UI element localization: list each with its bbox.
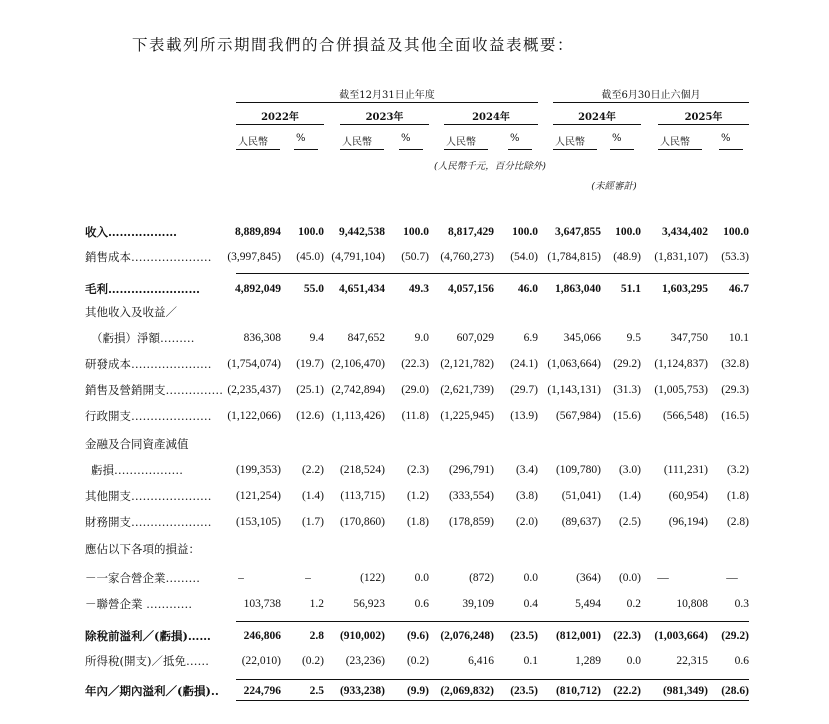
table-cell-amount: 345,066 [563, 332, 601, 344]
year-label: 2024年 [578, 112, 616, 123]
table-cell-amount: (1,831,107) [654, 251, 708, 263]
table-cell-amount: (2,235,437) [227, 384, 281, 396]
table-cell-amount: 9,442,538 [339, 226, 385, 238]
table-cell-percent: (1.2) [406, 490, 429, 502]
column-header-pct: % [510, 133, 520, 144]
column-header-rule [719, 149, 743, 150]
table-cell-amount: 56,923 [353, 598, 385, 610]
table-cell-amount: 246,806 [243, 630, 281, 642]
table-cell-amount: (981,349) [662, 685, 708, 697]
column-header-rmb: 人民幣 [555, 137, 585, 148]
column-header-rule [658, 149, 702, 150]
year-rule [658, 124, 749, 125]
table-cell-amount: 847,652 [347, 332, 385, 344]
row-label: －一家合營企業……… [85, 571, 200, 585]
table-cell-percent: (53.3) [721, 251, 749, 263]
table-cell-amount: (51,041) [561, 490, 601, 502]
table-cell-amount: (121,254) [235, 490, 281, 502]
table-cell-amount: (1,113,426) [331, 410, 385, 422]
table-cell-amount: (2,076,248) [440, 630, 494, 642]
table-cell-percent: (2.3) [406, 464, 429, 476]
table-cell-amount: (96,194) [668, 516, 708, 528]
table-cell-percent: – [305, 572, 311, 584]
table-cell-percent: 2.8 [309, 630, 324, 642]
table-cell-amount: (23,236) [345, 655, 385, 667]
column-header-rule [399, 149, 423, 150]
table-cell-percent: 55.0 [303, 283, 324, 295]
table-cell-percent: 46.7 [728, 283, 749, 295]
table-cell-percent: (9.6) [406, 630, 429, 642]
table-cell-percent: (29.0) [401, 384, 429, 396]
table-cell-amount: (1,063,664) [547, 358, 601, 370]
table-cell-amount: 6,416 [468, 655, 494, 667]
group-rule-six-month [553, 102, 749, 103]
table-cell-percent: (1.8) [406, 516, 429, 528]
row-label: 財務開支………………… [85, 515, 212, 529]
intro-text: 下表載列所示期間我們的合併損益及其他全面收益表概要： [132, 36, 575, 54]
table-cell-percent: (2.8) [726, 516, 749, 528]
table-cell-amount: (1,122,066) [227, 410, 281, 422]
year-label: 2023年 [365, 112, 404, 123]
column-header-pct: % [401, 133, 411, 144]
table-cell-percent: (2.2) [301, 464, 324, 476]
table-cell-amount: 836,308 [243, 332, 281, 344]
table-cell-percent: (19.7) [296, 358, 324, 370]
table-cell-percent: (31.3) [613, 384, 641, 396]
table-cell-percent: (0.2) [301, 655, 324, 667]
table-cell-percent: (11.8) [401, 410, 429, 422]
column-header-pct: % [721, 133, 731, 144]
table-cell-amount: 1,289 [575, 655, 601, 667]
table-cell-percent: (0.0) [618, 572, 641, 584]
table-cell-amount: (2,069,832) [440, 685, 494, 697]
table-cell-percent: 0.2 [626, 598, 641, 610]
table-cell-percent: (25.1) [296, 384, 324, 396]
table-cell-amount: (1,124,837) [654, 358, 708, 370]
table-cell-percent: 0.0 [626, 655, 641, 667]
table-cell-amount: (199,353) [235, 464, 281, 476]
table-cell-percent: (32.8) [721, 358, 749, 370]
table-cell-amount: (113,715) [340, 490, 385, 502]
row-label: 金融及合同資產減值 [85, 437, 189, 451]
table-cell-percent: (12.6) [296, 410, 324, 422]
column-header-rule [340, 149, 384, 150]
subtotal-rule [236, 621, 749, 622]
row-label: 年內／期內溢利／(虧損).. [85, 684, 219, 698]
table-cell-percent: 100.0 [723, 226, 749, 238]
table-cell-percent: (48.9) [613, 251, 641, 263]
column-header-rule [236, 149, 280, 150]
table-cell-amount: (810,712) [555, 685, 601, 697]
table-cell-amount: (296,791) [448, 464, 494, 476]
column-header-pct: % [296, 133, 306, 144]
table-cell-amount: – [238, 572, 244, 584]
year-label: 2022年 [261, 112, 299, 123]
table-cell-percent: (13.9) [510, 410, 538, 422]
table-cell-percent: — [726, 572, 738, 584]
table-cell-amount: 607,029 [456, 332, 494, 344]
group-header-annual: 截至12月31日止年度 [339, 90, 435, 101]
table-cell-amount: (4,760,273) [440, 251, 494, 263]
table-cell-percent: (0.2) [406, 655, 429, 667]
table-cell-amount: (872) [469, 572, 494, 584]
table-cell-amount: (22,010) [241, 655, 281, 667]
table-cell-amount: (812,001) [555, 630, 601, 642]
table-cell-percent: 0.1 [523, 655, 538, 667]
table-cell-amount: 1,863,040 [555, 283, 601, 295]
row-label: －聯營企業 ………… [85, 597, 193, 611]
table-cell-amount: (1,784,815) [547, 251, 601, 263]
table-cell-amount: 347,750 [670, 332, 708, 344]
table-cell-amount: (910,002) [339, 630, 385, 642]
table-cell-percent: 100.0 [298, 226, 324, 238]
table-cell-amount: 10,808 [676, 598, 708, 610]
table-cell-percent: (29.7) [510, 384, 538, 396]
table-cell-amount: (1,143,131) [547, 384, 601, 396]
table-cell-percent: 9.4 [309, 332, 324, 344]
year-rule [340, 124, 429, 125]
column-header-rule [553, 149, 597, 150]
row-label: 研發成本………………… [85, 357, 212, 371]
row-label: 除稅前溢利／(虧損)…… [85, 629, 211, 643]
table-cell-percent: (29.2) [721, 630, 749, 642]
table-cell-percent: 0.3 [734, 598, 749, 610]
table-cell-percent: 0.4 [523, 598, 538, 610]
table-cell-percent: (22.3) [401, 358, 429, 370]
row-label: 其他開支………………… [85, 489, 212, 503]
table-cell-percent: (29.3) [721, 384, 749, 396]
table-cell-amount: (1,003,664) [654, 630, 708, 642]
column-header-pct: % [612, 133, 622, 144]
table-cell-percent: 1.2 [309, 598, 324, 610]
table-cell-percent: 100.0 [512, 226, 538, 238]
subtotal-rule [236, 273, 749, 274]
table-cell-percent: (24.1) [510, 358, 538, 370]
table-cell-amount: 8,889,894 [235, 226, 281, 238]
total-rule [236, 700, 749, 701]
table-cell-amount: 5,494 [575, 598, 601, 610]
table-cell-amount: 39,109 [462, 598, 494, 610]
column-header-rule [294, 149, 318, 150]
table-cell-amount: 22,315 [676, 655, 708, 667]
row-label: 銷售成本………………… [85, 250, 212, 264]
table-cell-amount: (109,780) [555, 464, 601, 476]
row-label: 行政開支………………… [85, 409, 212, 423]
group-rule-annual [236, 102, 538, 103]
row-label: 銷售及營銷開支…………… [85, 383, 223, 397]
table-cell-percent: (16.5) [721, 410, 749, 422]
row-label: （虧損）淨額……… [91, 331, 195, 345]
year-rule [236, 124, 324, 125]
unit-note: (人民幣千元，百分比除外) [434, 161, 546, 172]
table-cell-amount: (111,231) [663, 464, 708, 476]
year-rule [553, 124, 641, 125]
table-cell-percent: (9.9) [406, 685, 429, 697]
table-cell-percent: (3.8) [515, 490, 538, 502]
table-cell-percent: 100.0 [615, 226, 641, 238]
group-header-six-month: 截至6月30日止六個月 [601, 90, 701, 101]
table-cell-percent: 0.0 [523, 572, 538, 584]
table-cell-amount: (153,105) [235, 516, 281, 528]
table-cell-percent: 49.3 [408, 283, 429, 295]
unaudited-note: (未經審計) [591, 181, 637, 192]
table-cell-amount: 4,057,156 [448, 283, 494, 295]
table-cell-percent: 100.0 [403, 226, 429, 238]
table-cell-percent: 2.5 [309, 685, 324, 697]
column-header-rmb: 人民幣 [660, 137, 690, 148]
table-cell-percent: (1.8) [726, 490, 749, 502]
table-cell-amount: 3,647,855 [555, 226, 601, 238]
subtotal-rule [236, 679, 749, 680]
table-cell-percent: 6.9 [523, 332, 538, 344]
table-cell-amount: — [657, 572, 669, 584]
row-label: 所得稅(開支)／抵免…… [85, 654, 209, 668]
table-cell-amount: (178,859) [448, 516, 494, 528]
table-cell-percent: (23.5) [510, 630, 538, 642]
column-header-rmb: 人民幣 [446, 137, 476, 148]
row-label: 虧損……………… [91, 463, 183, 477]
year-label: 2025年 [684, 112, 723, 123]
table-cell-amount: (933,238) [339, 685, 385, 697]
table-cell-percent: (29.2) [613, 358, 641, 370]
table-cell-amount: 4,651,434 [339, 283, 385, 295]
table-cell-percent: (3.0) [618, 464, 641, 476]
table-cell-amount: (2,742,894) [331, 384, 385, 396]
table-cell-percent: (1.4) [301, 490, 324, 502]
table-cell-amount: 224,796 [243, 685, 281, 697]
table-cell-amount: 8,817,429 [448, 226, 494, 238]
table-cell-percent: (22.3) [613, 630, 641, 642]
table-cell-percent: (1.4) [618, 490, 641, 502]
table-cell-percent: 46.0 [517, 283, 538, 295]
table-cell-percent: (23.5) [510, 685, 538, 697]
table-cell-percent: 9.0 [414, 332, 429, 344]
table-cell-percent: (22.2) [613, 685, 641, 697]
table-cell-percent: 0.6 [414, 598, 429, 610]
table-cell-amount: (4,791,104) [331, 251, 385, 263]
table-cell-percent: (54.0) [510, 251, 538, 263]
table-cell-percent: 10.1 [728, 332, 749, 344]
column-header-rmb: 人民幣 [342, 137, 372, 148]
column-header-rule [444, 149, 488, 150]
table-cell-percent: (15.6) [613, 410, 641, 422]
table-cell-amount: (1,225,945) [440, 410, 494, 422]
table-cell-amount: (333,554) [448, 490, 494, 502]
row-label: 其他收入及收益／ [85, 305, 177, 319]
table-cell-amount: (89,637) [561, 516, 601, 528]
table-cell-percent: (3.4) [515, 464, 538, 476]
table-cell-amount: (60,954) [668, 490, 708, 502]
table-cell-amount: (567,984) [555, 410, 601, 422]
table-cell-percent: (3.2) [726, 464, 749, 476]
column-header-rmb: 人民幣 [238, 137, 268, 148]
table-cell-amount: (2,621,739) [440, 384, 494, 396]
table-cell-amount: (122) [360, 572, 385, 584]
column-header-rule [508, 149, 532, 150]
table-cell-amount: 103,738 [243, 598, 281, 610]
year-rule [444, 124, 538, 125]
table-cell-amount: (3,997,845) [227, 251, 281, 263]
table-cell-amount: 4,892,049 [235, 283, 281, 295]
column-header-rule [610, 149, 634, 150]
table-cell-percent: (45.0) [296, 251, 324, 263]
table-cell-percent: 9.5 [626, 332, 641, 344]
table-cell-amount: (2,106,470) [331, 358, 385, 370]
table-cell-percent: (28.6) [721, 685, 749, 697]
table-cell-amount: (1,754,074) [227, 358, 281, 370]
table-cell-percent: (1.7) [301, 516, 324, 528]
table-cell-amount: (2,121,782) [440, 358, 494, 370]
row-label: 毛利…………………… [85, 282, 200, 296]
row-label: 收入……………… [85, 225, 177, 239]
table-cell-amount: (364) [576, 572, 601, 584]
year-label: 2024年 [472, 112, 510, 123]
table-cell-percent: (2.0) [515, 516, 538, 528]
table-cell-amount: (170,860) [339, 516, 385, 528]
table-cell-amount: 3,434,402 [662, 226, 708, 238]
table-cell-percent: 0.0 [414, 572, 429, 584]
table-cell-amount: (218,524) [339, 464, 385, 476]
table-cell-amount: (1,005,753) [654, 384, 708, 396]
row-label: 應佔以下各項的損益： [85, 542, 200, 556]
table-cell-percent: (2.5) [618, 516, 641, 528]
table-cell-amount: (566,548) [662, 410, 708, 422]
table-cell-percent: 51.1 [620, 283, 641, 295]
table-cell-amount: 1,603,295 [662, 283, 708, 295]
table-cell-percent: 0.6 [734, 655, 749, 667]
table-cell-percent: (50.7) [401, 251, 429, 263]
